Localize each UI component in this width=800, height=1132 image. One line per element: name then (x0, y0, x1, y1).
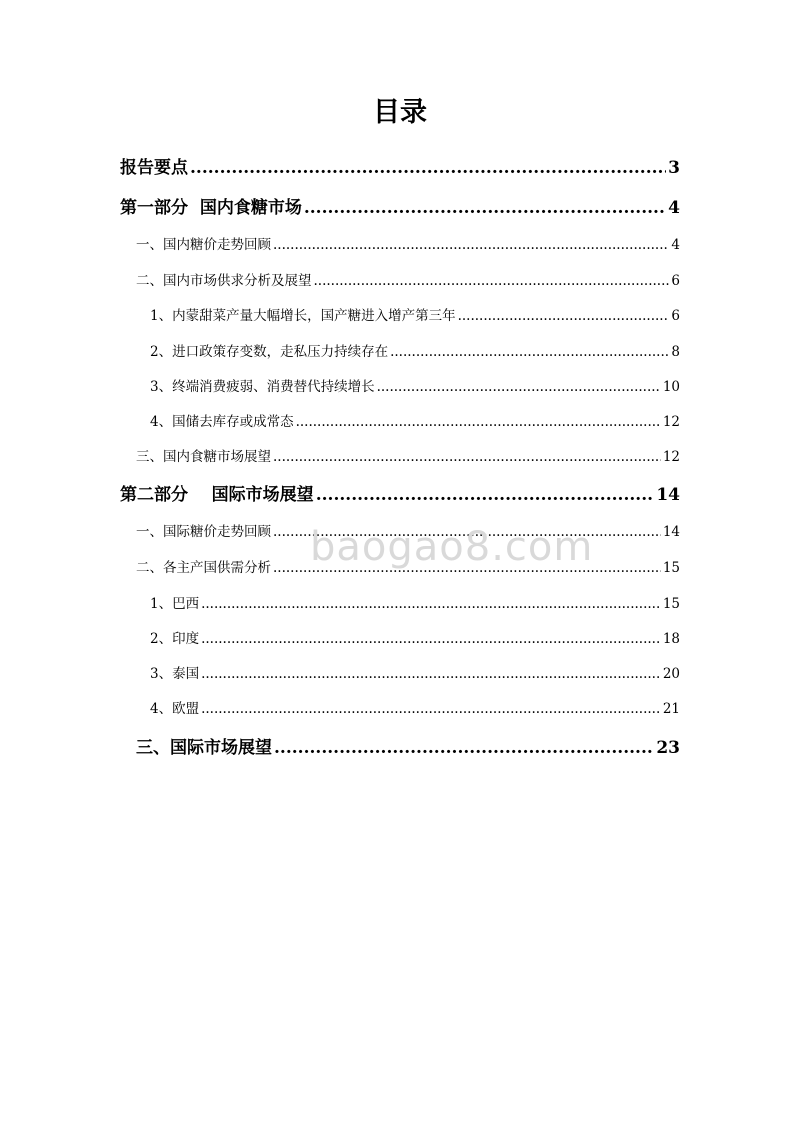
toc-entry-label: 报告要点 (120, 158, 188, 178)
toc-entry-label: 第一部分 国内食糖市场 (120, 198, 302, 218)
toc-entry-1-3[interactable] (136, 445, 680, 465)
toc-entry-label: 第二部分 国际市场展望 (120, 485, 314, 505)
toc-entry-report-highlights[interactable] (120, 153, 680, 178)
toc-entry-label: 3、终端消费疲弱、消费替代持续增长 (150, 379, 375, 395)
toc-page-number: 12 (662, 414, 680, 430)
toc-entry-label: 一、国内糖价走势回顾 (136, 237, 271, 253)
toc-page-number: 20 (662, 666, 680, 682)
page-title: 目录 (373, 97, 427, 128)
toc-entry-label: 1、巴西 (150, 596, 200, 612)
toc-entry-label: 二、各主产国供需分析 (136, 560, 271, 576)
toc-page-number: 14 (656, 485, 680, 505)
toc-entry-label: 2、进口政策存变数，走私压力持续存在 (150, 344, 389, 360)
toc-entry-1-2-1[interactable] (150, 304, 680, 324)
watermark: baogao8.com (310, 524, 594, 570)
toc-entry-part-two[interactable] (120, 480, 680, 505)
toc-entry-label: 三、国内食糖市场展望 (136, 449, 271, 465)
toc-page-number: 23 (656, 738, 680, 758)
toc-leader (201, 701, 661, 717)
toc-entry-label: 4、欧盟 (150, 701, 200, 717)
toc-entry-2-2[interactable] (136, 556, 680, 576)
toc-leader (304, 198, 666, 218)
toc-page-number: 6 (671, 273, 680, 289)
toc-leader (201, 631, 661, 647)
toc-leader (273, 560, 661, 576)
toc-entry-2-2-1[interactable] (150, 592, 680, 612)
toc-page-number: 14 (662, 524, 680, 540)
toc-page-number: 6 (671, 308, 680, 324)
toc-entry-label: 2、印度 (150, 631, 200, 647)
toc-entry-1-2-4[interactable] (150, 410, 680, 430)
toc-entry-label: 4、国储去库存或成常态 (150, 414, 294, 430)
toc-leader (377, 379, 661, 395)
toc-leader (201, 666, 661, 682)
toc-page-number: 3 (668, 158, 680, 178)
toc-leader (273, 449, 661, 465)
toc-page-number: 21 (662, 701, 680, 717)
toc-entry-1-2-2[interactable] (150, 340, 680, 360)
toc-entry-label: 三、国际市场展望 (136, 738, 272, 758)
toc-page-number: 15 (662, 596, 680, 612)
toc-page-number: 12 (662, 449, 680, 465)
toc-leader (273, 524, 661, 540)
toc-page-number: 4 (668, 198, 680, 218)
toc-page-number: 4 (671, 237, 680, 253)
toc-entry-label: 1、内蒙甜菜产量大幅增长，国产糖进入增产第三年 (150, 308, 456, 324)
toc-entry-label: 3、泰国 (150, 666, 200, 682)
toc-entry-1-2[interactable] (136, 269, 680, 289)
toc-leader (390, 344, 669, 360)
toc-entry-1-1[interactable] (136, 233, 680, 253)
toc-entry-2-2-2[interactable] (150, 627, 680, 647)
toc-leader (314, 273, 670, 289)
toc-leader (458, 308, 670, 324)
toc-entry-part-one[interactable] (120, 193, 680, 218)
toc-leader (273, 237, 669, 253)
toc-entry-2-1[interactable] (136, 520, 680, 540)
toc-leader (190, 158, 666, 178)
toc-page-number: 10 (662, 379, 680, 395)
toc-page-number: 8 (671, 344, 680, 360)
toc-leader (296, 414, 661, 430)
toc-page-number: 15 (662, 560, 680, 576)
toc-entry-2-2-3[interactable] (150, 662, 680, 682)
toc-leader (274, 738, 654, 758)
toc-entry-label: 一、国际糖价走势回顾 (136, 524, 271, 540)
toc-page-number: 18 (662, 631, 680, 647)
toc-entry-label: 二、国内市场供求分析及展望 (136, 273, 312, 289)
toc-entry-2-3[interactable] (136, 733, 680, 758)
toc-entry-2-2-4[interactable] (150, 697, 680, 717)
toc-leader (316, 485, 655, 505)
toc-leader (201, 596, 661, 612)
toc-entry-1-2-3[interactable] (150, 375, 680, 395)
